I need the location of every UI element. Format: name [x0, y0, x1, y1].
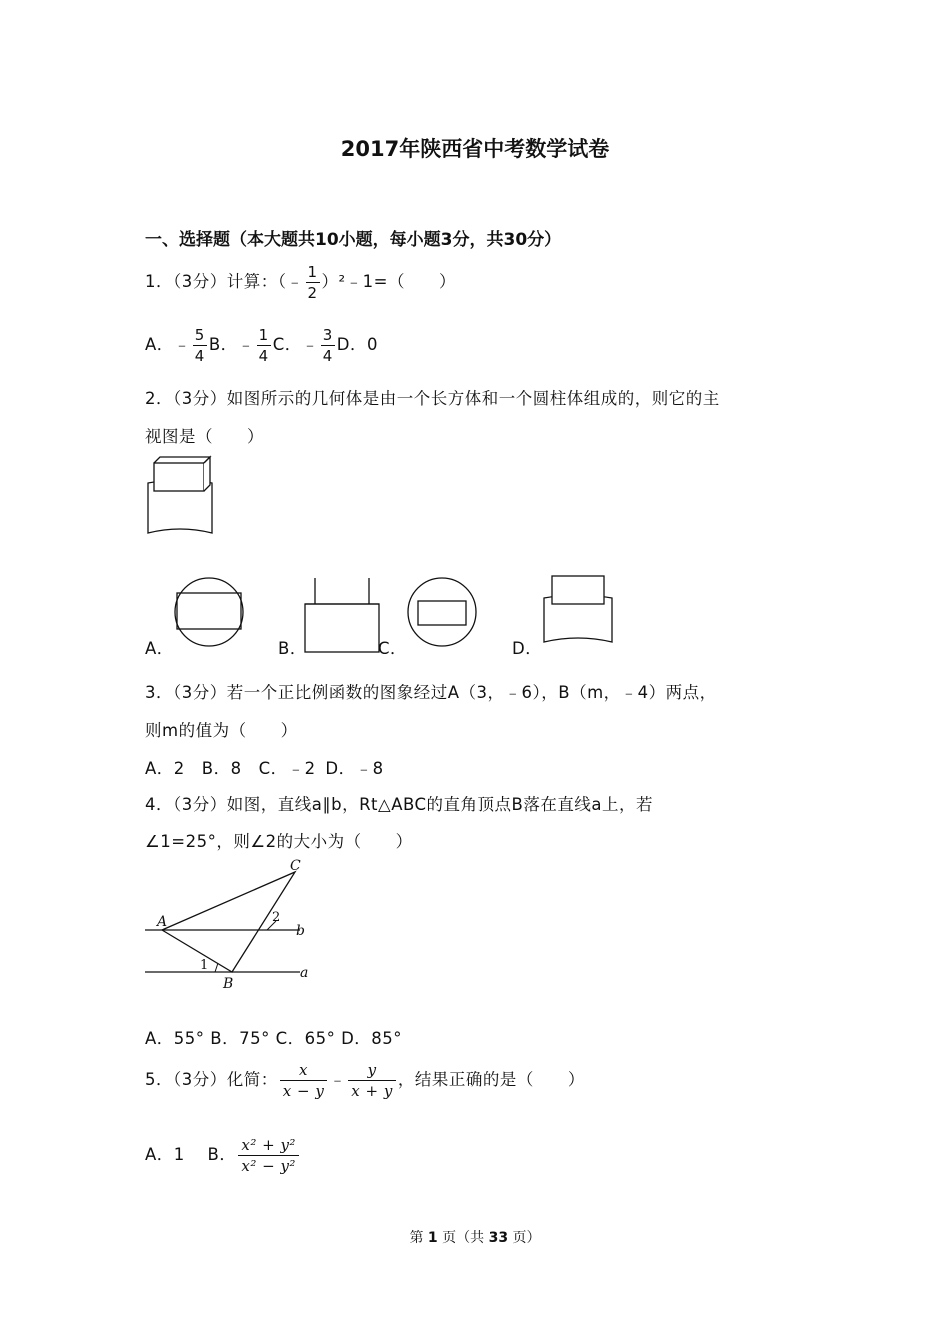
- footer-total-pages: 33: [488, 1230, 509, 1246]
- q4-label-angle-1: 1: [200, 958, 209, 973]
- q2-option-a-label: A．: [145, 639, 174, 658]
- q2-option-b-label: B．: [278, 639, 307, 658]
- q2-option-d-figure: [540, 574, 620, 649]
- q5-f2-num: y: [348, 1060, 396, 1081]
- q5-f2-den: x + y: [351, 1082, 393, 1100]
- q2-solid-figure: [140, 455, 220, 540]
- q5-fraction-1: [280, 1060, 328, 1101]
- q1-frac-den: 2: [307, 284, 318, 302]
- question-1-options: [145, 325, 378, 366]
- q1-option-b-label: B．﹣: [208, 335, 255, 354]
- q5-option-b-label: B．: [207, 1145, 237, 1164]
- page-footer: [0, 1227, 950, 1247]
- question-2-line-1: 2．（3分）如图所示的几何体是由一个长方体和一个圆柱体组成的，则它的主: [145, 389, 720, 408]
- q5-option-a: A．1: [145, 1145, 185, 1164]
- question-5-stem: [145, 1060, 585, 1101]
- q5-option-b-fraction: [238, 1135, 299, 1176]
- q5-stem-post: ，结果正确的是（ ）: [397, 1070, 585, 1089]
- question-2-line-2: 视图是（ ）: [145, 427, 264, 446]
- q1-option-d: D．0: [336, 335, 378, 354]
- question-5-options: [145, 1135, 301, 1176]
- q5-stem-pre: 5．（3分）化简：: [145, 1070, 278, 1089]
- q4-label-line-a: a: [300, 965, 309, 981]
- q5-option-b-num: x² + y²: [238, 1135, 299, 1156]
- question-3-line-2: 则m的值为（ ）: [145, 721, 298, 740]
- q2-option-b-figure: [305, 578, 380, 653]
- footer-post: 页）: [508, 1230, 541, 1246]
- q1-option-a-label: A．﹣: [145, 335, 191, 354]
- q1-option-a-fraction: [193, 325, 207, 366]
- q1-option-b-num: 1: [258, 326, 269, 344]
- q4-label-line-b: b: [296, 923, 305, 939]
- footer-pre: 第: [409, 1230, 428, 1246]
- q2-option-d-label: D．: [512, 639, 543, 658]
- q4-label-angle-2: 2: [272, 910, 281, 925]
- question-4-line-2: ∠1=25°，则∠2的大小为（ ）: [145, 832, 413, 851]
- q2-option-a-figure: [172, 575, 247, 650]
- q1-option-a-num: 5: [194, 326, 205, 344]
- q1-option-c-label: C．﹣: [272, 335, 319, 354]
- q1-frac-num: 1: [307, 263, 318, 281]
- question-1-stem: [145, 262, 456, 303]
- q1-option-b-den: 4: [258, 347, 269, 365]
- q1-option-c-den: 4: [322, 347, 333, 365]
- q2-option-c-label: C．: [378, 639, 408, 658]
- footer-page-number: 1: [427, 1230, 438, 1246]
- question-3-line-1: 3．（3分）若一个正比例函数的图象经过A（3，﹣6），B（m，﹣4）两点，: [145, 683, 717, 702]
- q1-option-c-num: 3: [322, 326, 333, 344]
- q2-option-c-figure: [406, 575, 481, 650]
- q1-fraction: [306, 262, 320, 303]
- q5-option-b-den: x² − y²: [241, 1157, 296, 1175]
- q5-fraction-2: [348, 1060, 396, 1101]
- q4-label-c: C: [290, 858, 301, 874]
- q5-minus: ﹣: [329, 1070, 347, 1089]
- section-heading: 一、选择题（本大题共10小题，每小题3分，共30分）: [145, 230, 562, 250]
- question-4-line-1: 4．（3分）如图，直线a∥b，Rt△ABC的直角顶点B落在直线a上，若: [145, 795, 653, 814]
- q1-option-c-fraction: [321, 325, 335, 366]
- q1-option-b-fraction: [257, 325, 271, 366]
- footer-mid: 页（共: [437, 1230, 489, 1246]
- q5-f1-den: x − y: [282, 1082, 325, 1100]
- question-4-options: A．55° B．75° C．65° D．85°: [145, 1029, 403, 1048]
- q1-stem-pre: 1．（3分）计算：（﹣: [145, 272, 304, 291]
- q4-label-a-point: A: [157, 914, 168, 930]
- q5-f1-num: x: [280, 1060, 328, 1081]
- q1-option-a-den: 4: [194, 347, 205, 365]
- page-title: 2017年陕西省中考数学试卷: [340, 137, 610, 161]
- q1-stem-post: ）²﹣1=（ ）: [321, 272, 456, 291]
- q4-label-b-point: B: [223, 976, 234, 992]
- question-3-options: A．2 B．8 C．﹣2 D．﹣8: [145, 759, 384, 778]
